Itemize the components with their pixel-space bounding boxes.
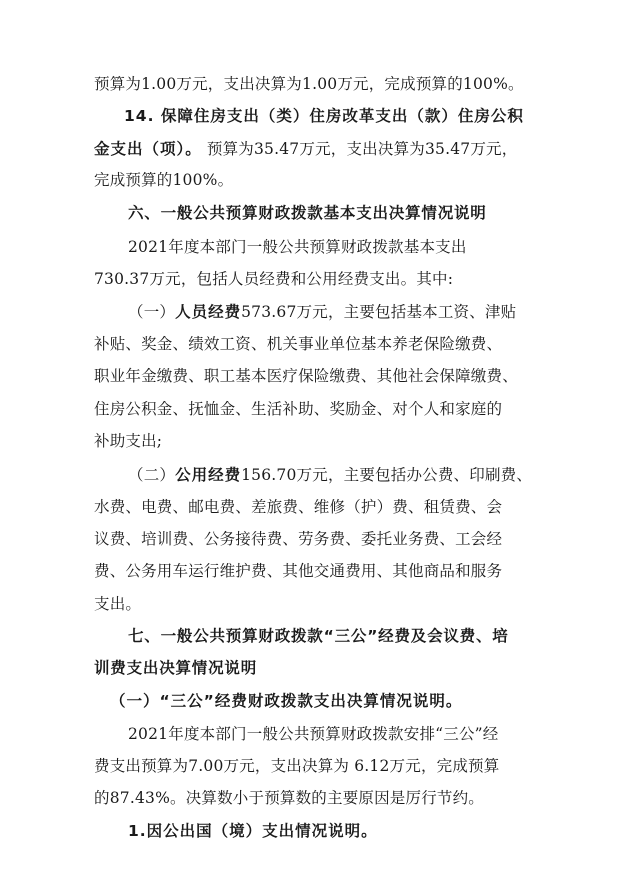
section-7-heading-cont: 训费支出决算情况说明 — [94, 659, 258, 677]
item-1-heading: 1.因公出国（境）支出情况说明。 — [128, 822, 378, 840]
line-5 — [128, 203, 487, 223]
section-14-heading-cont: 金支出（项）。 — [94, 140, 202, 158]
body-text: 费、公务用车运行维护费、其他交通费用、其他商品和服务 — [94, 562, 503, 580]
body-text: 2021年度本部门一般公共预算财政拨款安排“三公”经 — [128, 725, 499, 743]
line-10 — [94, 366, 518, 386]
line-11 — [94, 399, 502, 419]
body-text: （二） — [128, 466, 176, 484]
line-12 — [94, 431, 162, 451]
personnel-expense-label: 人员经费 — [175, 303, 242, 321]
body-text: 573.67万元，主要包括基本工资、津贴 — [241, 303, 517, 321]
line-6 — [128, 237, 467, 257]
line-18 — [128, 626, 509, 646]
line-13 — [128, 465, 532, 485]
line-24 — [128, 821, 378, 841]
body-text: 的87.43%。决算数小于预算数的主要原因是厉行节约。 — [94, 789, 485, 807]
line-7 — [94, 269, 453, 289]
line-8 — [128, 302, 516, 322]
body-text: 730.37万元，包括人员经费和公用经费支出。其中: — [94, 270, 454, 288]
line-20 — [110, 691, 462, 711]
line-16 — [94, 561, 502, 581]
line-21 — [128, 724, 499, 744]
public-expense-label: 公用经费 — [175, 466, 242, 484]
subsection-1-heading: （一）“三公”经费财政拨款支出决算情况说明。 — [110, 692, 463, 710]
line-23 — [94, 788, 484, 808]
line-4 — [94, 170, 233, 190]
body-text: 预算为35.47万元，支出决算为35.47万元， — [201, 140, 518, 158]
line-17 — [94, 594, 141, 614]
body-text: 支出。 — [94, 595, 142, 613]
line-3 — [94, 139, 517, 159]
body-text: 预算为1.00万元，支出决算为1.00万元，完成预算的100%。 — [94, 75, 524, 93]
line-2 — [124, 106, 524, 126]
body-text: 2021年度本部门一般公共预算财政拨款基本支出 — [128, 238, 467, 256]
body-text: 156.70万元，主要包括办公费、印刷费、 — [241, 466, 533, 484]
line-9 — [94, 334, 502, 354]
section-14-heading: 14. 保障住房支出（类）住房改革支出（款）住房公积 — [124, 107, 524, 125]
section-7-heading: 七、一般公共预算财政拨款“三公”经费及会议费、培 — [128, 627, 509, 645]
body-text: 补贴、奖金、绩效工资、机关事业单位基本养老保险缴费、 — [94, 335, 503, 353]
body-text: 住房公积金、抚恤金、生活补助、奖励金、对个人和家庭的 — [94, 400, 503, 418]
body-text: 议费、培训费、公务接待费、劳务费、委托业务费、工会经 — [94, 530, 503, 548]
body-text: 费支出预算为7.00万元，支出决算为 6.12万元，完成预算 — [94, 757, 500, 775]
line-15 — [94, 529, 502, 549]
line-1 — [94, 74, 524, 94]
section-6-heading: 六、一般公共预算财政拨款基本支出决算情况说明 — [128, 204, 487, 222]
line-14 — [94, 497, 502, 517]
body-text: （一） — [128, 303, 176, 321]
line-22 — [94, 756, 499, 776]
body-text: 水费、电费、邮电费、差旅费、维修（护）费、租赁费、会 — [94, 498, 503, 516]
body-text: 完成预算的100%。 — [94, 171, 234, 189]
line-19 — [94, 658, 257, 678]
body-text: 补助支出; — [94, 432, 163, 450]
body-text: 职业年金缴费、职工基本医疗保险缴费、其他社会保障缴费、 — [94, 367, 518, 385]
